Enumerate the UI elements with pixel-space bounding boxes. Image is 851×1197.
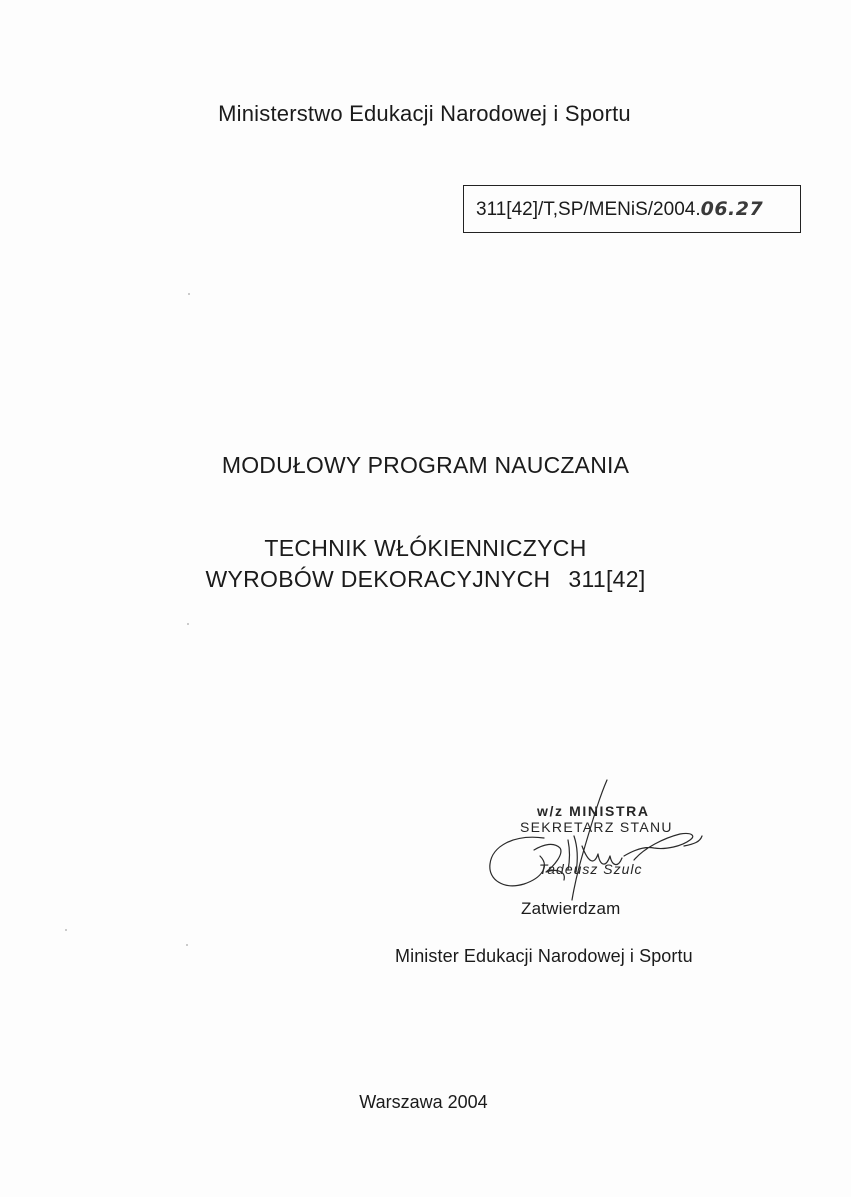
- profession-title-line2-text: WYROBÓW DEKORACYJNYCH: [205, 566, 551, 592]
- scan-speck: [186, 944, 188, 946]
- program-title: MODUŁOWY PROGRAM NAUCZANIA: [221, 452, 630, 478]
- scan-speck: [187, 623, 189, 625]
- profession-title-line2: [0, 566, 851, 593]
- stamp-line-deputy: w/z MINISTRA: [537, 803, 650, 819]
- stamp-line-name: Tadeusz Szulc: [539, 861, 643, 877]
- profession-code: 311[42]: [568, 566, 646, 592]
- ministry-header: Ministerstwo Edukacji Narodowej i Sportu: [218, 101, 631, 126]
- scan-speck: [65, 929, 67, 931]
- place-and-year: Warszawa 2004: [359, 1092, 488, 1112]
- scan-speck: [188, 293, 190, 295]
- approval-label: Zatwierdzam: [521, 899, 621, 918]
- handwritten-signature: [484, 776, 714, 901]
- approving-authority: Minister Edukacji Narodowej i Sportu: [395, 946, 693, 966]
- reference-number-printed: 311[42]/T,SP/MENiS/2004.: [476, 199, 701, 220]
- official-stamp: [484, 776, 714, 901]
- profession-title-line1: TECHNIK WŁÓKIENNICZYCH: [264, 535, 587, 561]
- reference-number-box: [463, 185, 801, 233]
- stamp-line-position: SEKRETARZ STANU: [520, 819, 673, 835]
- reference-number-handwritten: 06.27: [700, 198, 764, 220]
